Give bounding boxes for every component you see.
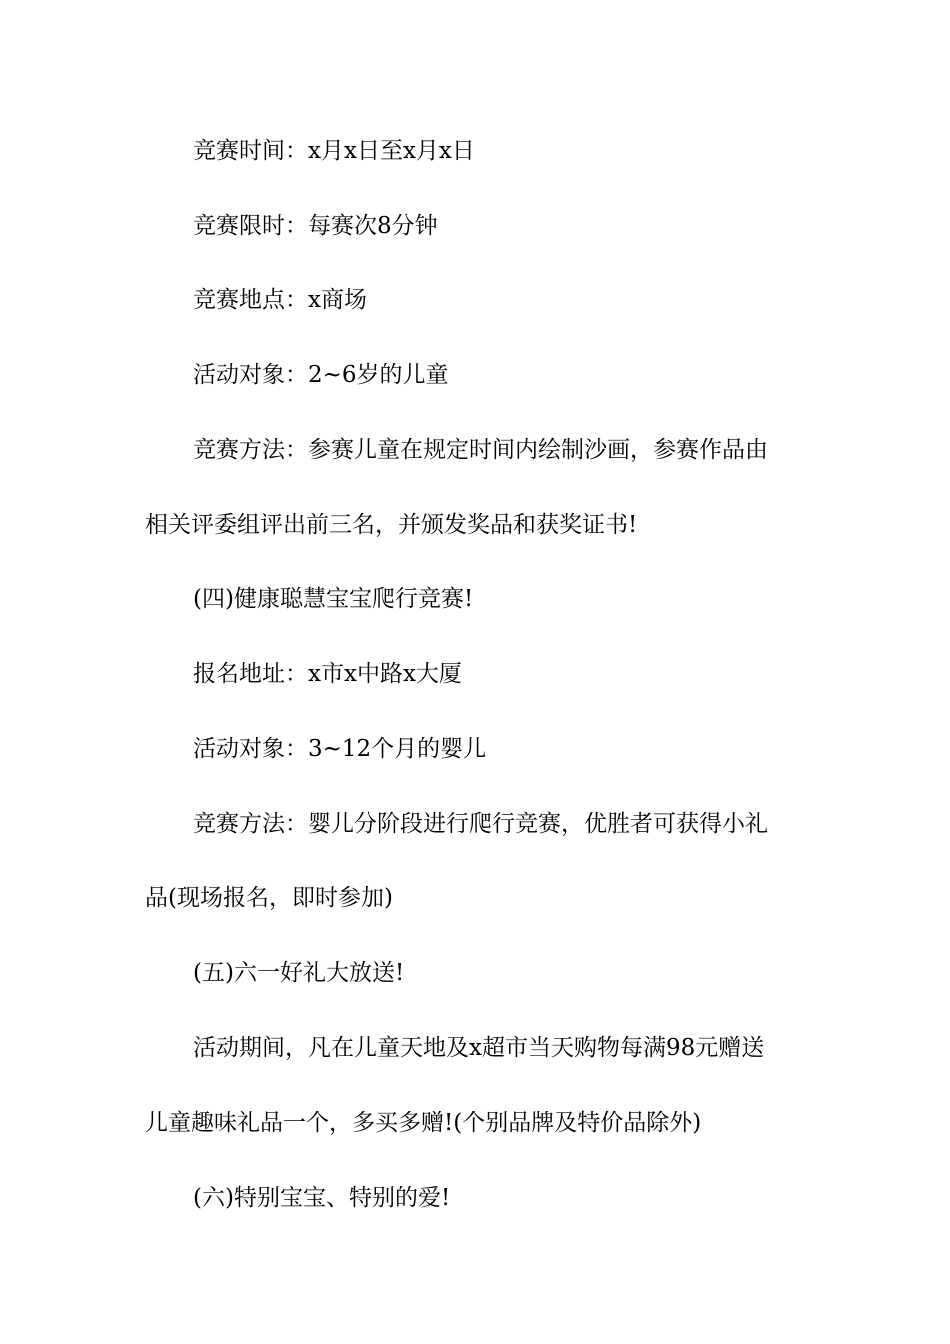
text-line-method-sand-art-cont: 相关评委组评出前三名，并颁发奖品和获奖证书!	[145, 512, 638, 538]
text-line-method-crawling: 竞赛方法：婴儿分阶段进行爬行竞赛，优胜者可获得小礼	[193, 811, 768, 837]
section-heading-gifts: (五)六一好礼大放送!	[193, 960, 405, 986]
text-line-audience-children: 活动对象：2~6岁的儿童	[193, 362, 449, 388]
text-line-gift-offer: 活动期间，凡在儿童天地及x超市当天购物每满98元赠送	[193, 1035, 765, 1061]
section-heading-crawling: (四)健康聪慧宝宝爬行竞赛!	[193, 586, 474, 612]
text-line-gift-offer-cont: 儿童趣味礼品一个，多买多赠!(个别品牌及特价品除外)	[145, 1110, 702, 1136]
section-heading-special-baby: (六)特别宝宝、特别的爱!	[193, 1185, 451, 1211]
text-line-time-limit: 竞赛限时：每赛次8分钟	[193, 213, 438, 239]
text-line-method-crawling-cont: 品(现场报名，即时参加)	[145, 885, 393, 911]
text-line-audience-infants: 活动对象：3~12个月的婴儿	[193, 736, 487, 762]
text-line-contest-time: 竞赛时间：x月x日至x月x日	[193, 138, 475, 164]
text-line-venue: 竞赛地点：x商场	[193, 287, 367, 313]
text-line-registration-address: 报名地址：x市x中路x大厦	[193, 661, 462, 687]
text-line-method-sand-art: 竞赛方法：参赛儿童在规定时间内绘制沙画，参赛作品由	[193, 437, 768, 463]
